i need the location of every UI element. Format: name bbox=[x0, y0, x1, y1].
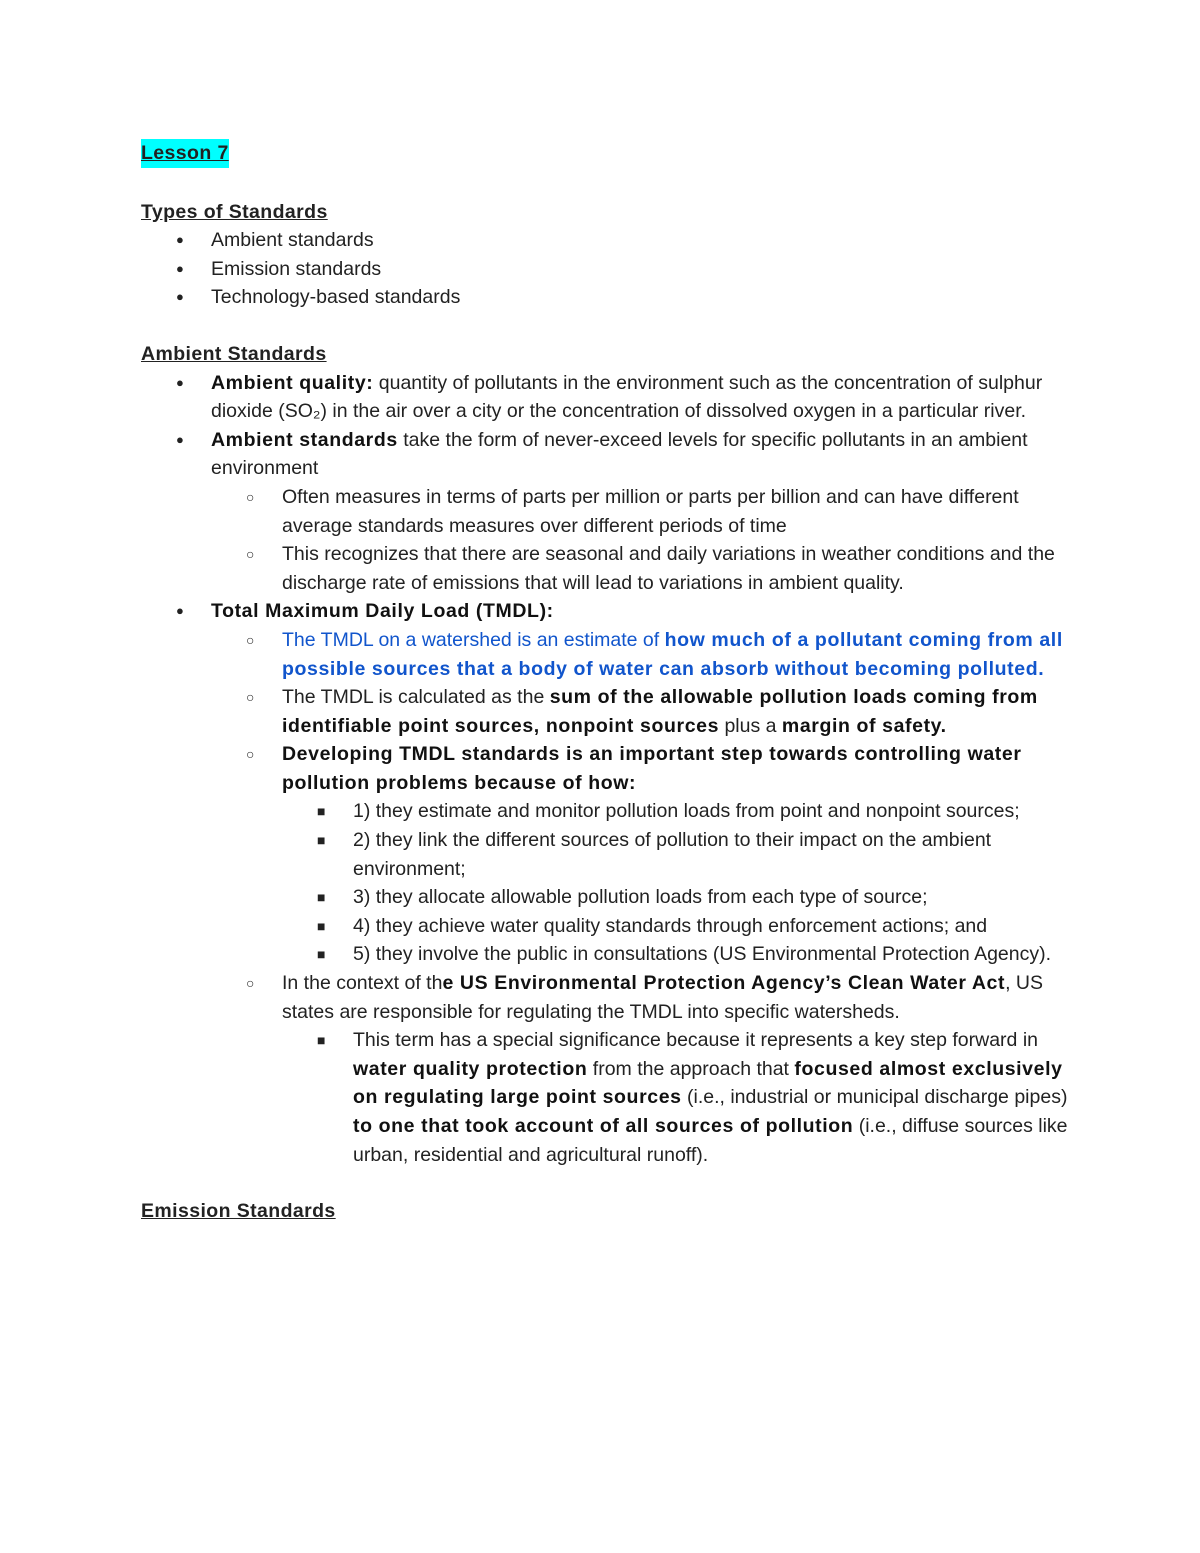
list-item: ■ 4) they achieve water quality standards through enforcement actions; and bbox=[141, 912, 1071, 941]
circle-bullet-icon: ○ bbox=[246, 975, 255, 992]
bullet-icon: ● bbox=[176, 603, 184, 619]
square-bullet-icon: ■ bbox=[317, 1032, 326, 1049]
types-heading: Types of Standards bbox=[141, 200, 328, 223]
lesson-title: Lesson 7 bbox=[141, 139, 229, 168]
bullet-icon: ● bbox=[176, 232, 184, 248]
list-item: ○ Developing TMDL standards is an important step towards controlling water pollution problems because of how: bbox=[141, 740, 1071, 797]
list-item: ● Ambient standards take the form of never-exceed levels for specific pollutants in an ambient environment bbox=[141, 426, 1071, 483]
list-item: ○ Often measures in terms of parts per million or parts per billion and can have different average standards measures over different periods of time bbox=[141, 483, 1071, 540]
list-item bbox=[141, 597, 1071, 626]
list-item: ○ The TMDL on a watershed is an estimate of how much of a pollutant coming from all possible sources that a body of water can absorb without becoming polluted. bbox=[141, 626, 1071, 683]
list-item: ■ 3) they allocate allowable pollution loads from each type of source; bbox=[141, 883, 1071, 912]
ambient-standards-term: Ambient standards bbox=[211, 428, 398, 451]
list-item: ● Emission standards bbox=[141, 255, 1071, 284]
list-item: ■ 2) they link the different sources of pollution to their impact on the ambient environment; bbox=[141, 826, 1071, 883]
list-item: ● Ambient standards bbox=[141, 226, 1071, 255]
square-bullet-icon: ■ bbox=[317, 946, 326, 963]
square-bullet-icon: ■ bbox=[317, 917, 326, 934]
square-bullet-icon: ■ bbox=[317, 832, 326, 849]
list-item: ■ This term has a special significance because it represents a key step forward in water quality protection from the approach that focused almost exclusively on regulating large point sources (i.e., industrial or municipal discharge pipes) to one that took account of all sources of pollution (i.e., diffuse sources like urban, residential and agricultural runoff). bbox=[141, 1026, 1071, 1169]
list-item: ■ 1) they estimate and monitor pollution loads from point and nonpoint sources; bbox=[141, 797, 1071, 826]
circle-bullet-icon: ○ bbox=[246, 746, 255, 763]
list-item: ■ 5) they involve the public in consultations (US Environmental Protection Agency). bbox=[141, 940, 1071, 969]
list-item: ● Ambient quality: quantity of pollutants in the environment such as the concentration of sulphur dioxide (SO₂) in the air over a city or the concentration of dissolved oxygen in a particular river. bbox=[141, 369, 1071, 426]
list-item: ○ The TMDL is calculated as the sum of the allowable pollution loads coming from identifiable point sources, nonpoint sources plus a margin of safety. bbox=[141, 683, 1071, 740]
bullet-icon: ● bbox=[176, 289, 184, 305]
bullet-icon: ● bbox=[176, 260, 184, 276]
square-bullet-icon: ■ bbox=[317, 889, 326, 906]
document-page bbox=[141, 139, 1071, 1226]
circle-bullet-icon: ○ bbox=[246, 689, 255, 706]
list-item: ○ This recognizes that there are seasonal and daily variations in weather conditions and the discharge rate of emissions that will lead to variations in ambient quality. bbox=[141, 540, 1071, 597]
tmdl-term: Total Maximum Daily Load (TMDL): bbox=[211, 600, 554, 623]
types-list bbox=[141, 226, 1071, 312]
square-bullet-icon: ■ bbox=[317, 803, 326, 820]
circle-bullet-icon: ○ bbox=[246, 488, 255, 505]
circle-bullet-icon: ○ bbox=[246, 631, 255, 648]
ambient-heading: Ambient Standards bbox=[141, 342, 327, 365]
bullet-icon: ● bbox=[176, 374, 184, 390]
circle-bullet-icon: ○ bbox=[246, 546, 255, 563]
list-item: ○ In the context of the US Environmental Protection Agency’s Clean Water Act, US states are responsible for regulating the TMDL into specific watersheds. bbox=[141, 969, 1071, 1026]
emission-heading: Emission Standards bbox=[141, 1200, 336, 1223]
bullet-icon: ● bbox=[176, 431, 184, 447]
ambient-list bbox=[141, 369, 1071, 1170]
ambient-quality-term: Ambient quality: bbox=[211, 371, 374, 394]
list-item: ● Technology-based standards bbox=[141, 283, 1071, 312]
